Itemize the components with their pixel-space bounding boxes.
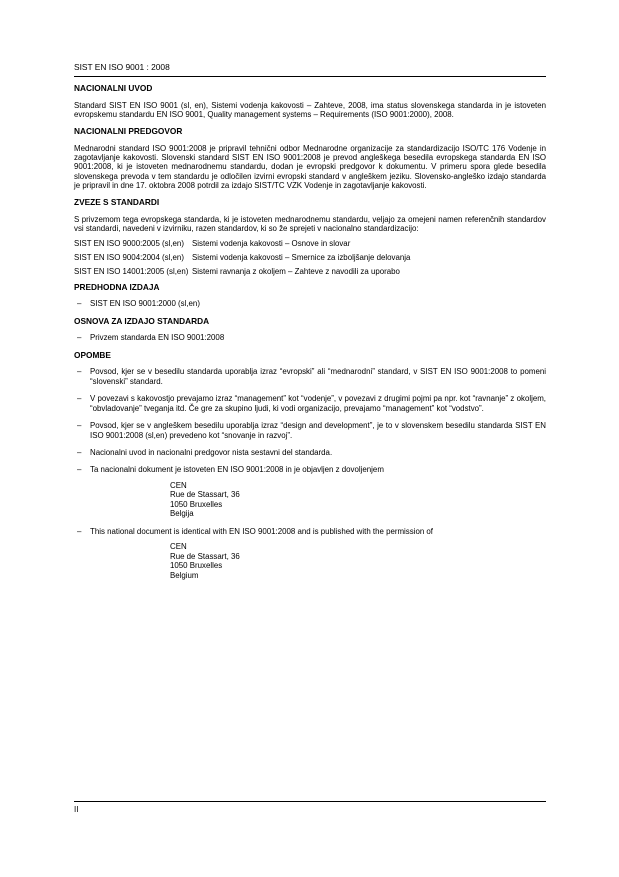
list-item: – Privzem standarda EN ISO 9001:2008 [77, 333, 225, 343]
paragraph: Standard SIST EN ISO 9001 (sl, en), Sistemi vodenja kakovosti – Zahteve, 2008, ima status slovenskega standarda in je istoveten evropskemu standardu EN ISO 9001, Quality management systems – Requirements (ISO 9001:2000), 2008. [74, 100, 546, 119]
list-item: – Ta nacionalni dokument je istoveten EN ISO 9001:2008 in je objavljen z dovoljenjem [77, 465, 384, 475]
list-item-text: Privzem standarda EN ISO 9001:2008 [90, 333, 225, 343]
section-nacionalni-uvod [74, 84, 546, 119]
standard-code: SIST EN ISO 14001:2005 (sl,en) [74, 267, 189, 277]
section-opombe [74, 351, 546, 581]
list-item-text: This national document is identical with EN ISO 9001:2008 and is published with the permission of [90, 526, 433, 536]
page-number: II [74, 805, 79, 814]
dash-list [74, 299, 546, 308]
list-item-text: Povsod, kjer se v angleškem besedilu uporablja izraz “design and development”, je to v slovenskem besedilu standarda SIST EN ISO 9001:2008 (sl,en) prevedeno kot “snovanje in razvoj”. [90, 421, 546, 440]
section-heading: OPOMBE [74, 349, 111, 360]
standards-row [74, 239, 546, 248]
list-item: – Nacionalni uvod in nacionalni predgovor nista sestavni del standarda. [77, 448, 333, 457]
list-item: – Povsod, kjer se v angleškem besedilu uporablja izraz “design and development”, je to v slovenskem besedilu standarda SIST EN ISO 9001:2008 (sl,en) prevedeno kot “snovanje in razvoj”. [77, 421, 546, 440]
section-zveze-s-standardi [74, 198, 546, 276]
standards-row [74, 267, 546, 276]
section-predhodna-izdaja [74, 283, 546, 309]
standards-table [74, 239, 546, 277]
standard-title: Sistemi vodenja kakovosti – Osnove in slovar [192, 238, 351, 248]
address-line: CEN [170, 542, 187, 552]
paragraph: S privzemom tega evropskega standarda, ki je istoveten mednarodnemu standardu, veljajo za omejeni namen referenčnih standardov vsi standardi, navedeni v izvirniku, razen standardov, ki so že sprejeti v nacionalno standardizacijo: [74, 214, 546, 234]
standard-code: SIST EN ISO 9000:2005 (sl,en) [74, 238, 184, 248]
list-item-text: Povsod, kjer se v besedilu standarda uporablja izraz “evropski” ali “mednarodni” standard, v SIST EN ISO 9001:2008 to pomeni “slovenski” standard. [90, 367, 546, 386]
dash-list [74, 333, 546, 342]
section-heading: NACIONALNI PREDGOVOR [74, 126, 183, 137]
standard-code: SIST EN ISO 9004:2004 (sl,en) [74, 252, 184, 262]
standards-row [74, 253, 546, 262]
address-line: Rue de Stassart, 36 [170, 551, 240, 561]
address-block-en [170, 542, 546, 580]
section-heading: OSNOVA ZA IZDAJO STANDARDA [74, 315, 210, 326]
list-item: – V povezavi s kakovostjo prevajamo izraz “management” kot “vodenje”, v povezavi z drugimi pojmi pa npr. kot “ravnanje” z okoljem, “obvladovanje” tveganja itd. Če gre za skupino ljudi, ki vodi organizacijo, prevajamo “management” kot “vodstvo”. [77, 394, 546, 413]
standard-title: Sistemi vodenja kakovosti – Smernice za izboljšanje delovanja [192, 252, 411, 262]
list-item-text: V povezavi s kakovostjo prevajamo izraz “management” kot “vodenje”, v povezavi z drugimi pojmi pa npr. kot “ravnanje” z okoljem, “obvladovanje” tveganja itd. Če gre za skupino ljudi, ki vodi organizacijo, prevajamo “management” kot “vodstvo”. [90, 394, 546, 413]
address-line: Rue de Stassart, 36 [170, 490, 240, 500]
address-line: CEN [170, 480, 187, 490]
section-nacionalni-predgovor [74, 127, 546, 190]
address-line: 1050 Bruxelles [170, 499, 223, 509]
section-heading: ZVEZE S STANDARDI [74, 197, 160, 208]
list-item-text: Ta nacionalni dokument je istoveten EN ISO 9001:2008 in je objavljen z dovoljenjem [90, 465, 384, 475]
section-osnova [74, 317, 546, 343]
dash-list [74, 527, 546, 536]
dash-list [74, 367, 546, 475]
address-block-sl [170, 481, 546, 519]
document-body [74, 84, 546, 588]
address-line: Belgium [170, 570, 199, 580]
paragraph: Mednarodni standard ISO 9001:2008 je pripravil tehnični odbor Mednarodne organizacije za standardizacijo ISO/TC 176 Vodenje in zagotavljanje kakovosti. Slovenski standard SIST EN ISO 9001:2008 je prevod angleškega besedila evropskega standarda EN ISO 9001:2008, ki je istoveten mednarodnemu standardu, dodan je evropski predgovor k dokumentu. V primeru spora glede besedila slovenskega prevoda v tem standardu je odločilen izvirni evropski standard v angleškem jeziku. Slovensko-angleško izdajo standarda je pripravil in dne 17. oktobra 2008 potrdil za izdajo SIST/TC VZK Vodenje in zagotavljanje kakovosti. [74, 143, 546, 191]
page-footer [74, 801, 546, 814]
list-item-text: Nacionalni uvod in nacionalni predgovor nista sestavni del standarda. [90, 448, 333, 457]
address-line: Belgija [170, 509, 194, 519]
section-heading: NACIONALNI UVOD [74, 83, 153, 93]
running-header: SIST EN ISO 9001 : 2008 [74, 62, 546, 77]
list-item: – This national document is identical with EN ISO 9001:2008 and is published with the permission of [77, 526, 433, 536]
list-item: – SIST EN ISO 9001:2000 (sl,en) [77, 299, 200, 309]
address-line: 1050 Bruxelles [170, 561, 223, 571]
list-item: – Povsod, kjer se v besedilu standarda uporablja izraz “evropski” ali “mednarodni” standard, v SIST EN ISO 9001:2008 to pomeni “slovenski” standard. [77, 367, 546, 386]
list-item-text: SIST EN ISO 9001:2000 (sl,en) [90, 299, 200, 309]
section-heading: PREDHODNA IZDAJA [74, 281, 160, 292]
standard-title: Sistemi ravnanja z okoljem – Zahteve z navodili za uporabo [192, 267, 400, 277]
